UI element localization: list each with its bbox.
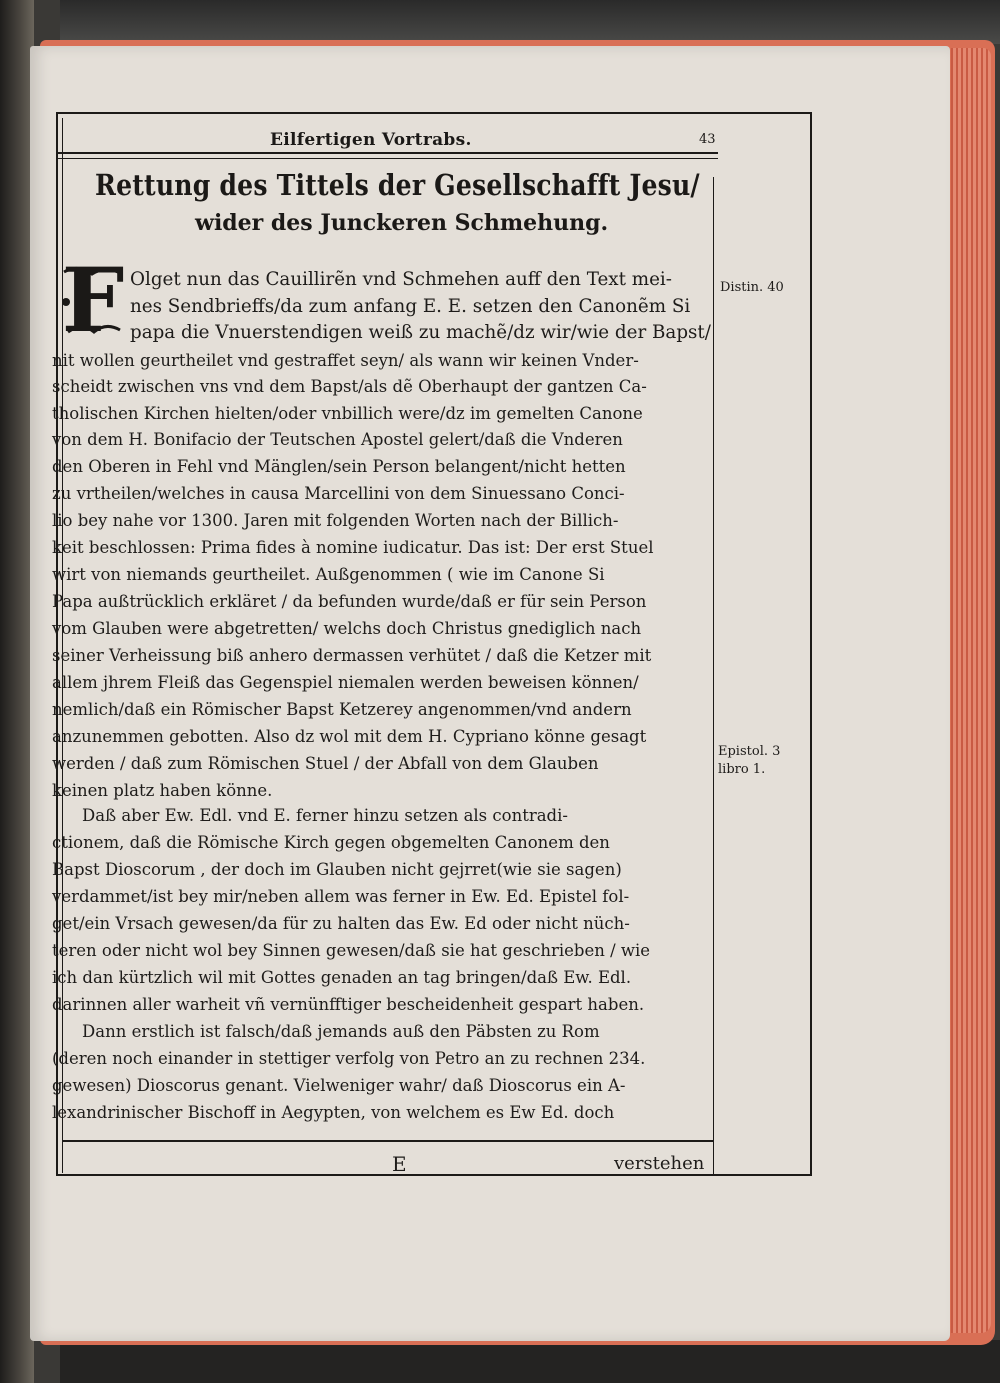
margin-note-libro: libro 1. (718, 762, 766, 777)
footer-rule (62, 1140, 714, 1142)
text-line: keit beschlossen: Prima fides à nomine iudicatur. Das ist: Der erst Stuel (52, 538, 654, 557)
text-line: Olget nun das Cauillirẽn vnd Schmehen auff den Text mei- (130, 269, 672, 290)
book-cover-top (60, 0, 1000, 44)
text-line: nit wollen geurtheilet vnd gestraffet seyn/ als wann wir keinen Vnder- (52, 351, 639, 370)
text-line: vom Glauben were abgetretten/ welchs doch Christus gnediglich nach (52, 619, 642, 638)
text-line: Daß aber Ew. Edl. vnd E. ferner hinzu setzen als contradi- (82, 806, 568, 825)
book-cover-bottom (60, 1340, 1000, 1383)
margin-note-epistola: Epistol. 3 (718, 744, 781, 759)
text-line: zu vrtheilen/welches in causa Marcellini von dem Sinuessano Conci- (52, 484, 625, 503)
margin-note-distinction: Distin. 40 (720, 280, 784, 295)
text-line: Bapst Dioscorum , der doch im Glauben nicht gejrret(wie sie sagen) (52, 860, 622, 879)
text-line: scheidt zwischen vns vnd dem Bapst/als dẽ Oberhaupt der gantzen Ca- (52, 377, 647, 396)
text-line: werden / daß zum Römischen Stuel / der Abfall von dem Glauben (52, 754, 599, 773)
page-number: 43 (699, 132, 716, 147)
text-line: anzunemmen gebotten. Also dz wol mit dem H. Cypriano könne gesagt (52, 727, 647, 746)
text-line: nes Sendbrieffs/da zum anfang E. E. setzen den Canonẽm Si (130, 296, 691, 317)
chapter-heading-line-2: wider des Junckeren Schmehung. (195, 210, 609, 236)
text-line: wirt von niemands geurtheilet. Außgenommen ( wie im Canone Si (52, 565, 605, 584)
text-line: ctionem, daß die Römische Kirch gegen obgemelten Canonem den (52, 833, 610, 852)
text-line: gewesen) Dioscorus genant. Vielweniger wahr/ daß Dioscorus ein A- (52, 1076, 626, 1095)
running-title: Eilfertigen Vortrabs. (270, 130, 472, 150)
text-line: keinen platz haben könne. (52, 781, 273, 800)
text-line: seiner Verheissung biß anhero dermassen verhütet / daß die Ketzer mit (52, 646, 652, 665)
header-rule (58, 152, 718, 154)
text-line: von dem H. Bonifacio der Teutschen Apostel gelert/daß die Vnderen (52, 430, 623, 449)
text-line: lexandrinischer Bischoff in Aegypten, von welchem es Ew Ed. doch (52, 1103, 615, 1122)
book-cover-left (0, 0, 34, 1383)
text-line: (deren noch einander in stettiger verfolg von Petro an zu rechnen 234. (52, 1049, 646, 1068)
text-line: teren oder nicht wol bey Sinnen gewesen/daß sie hat geschrieben / wie (52, 941, 651, 960)
text-line: Dann erstlich ist falsch/daß jemands auß den Päbsten zu Rom (82, 1022, 600, 1041)
text-line: tholischen Kirchen hielten/oder vnbillich were/dz im gemelten Canone (52, 404, 643, 423)
catchword: verstehen (614, 1153, 705, 1174)
text-line: Papa außtrücklich erkläret / da befunden wurde/daß er für sein Person (52, 592, 647, 611)
header-rule-thin (58, 158, 718, 159)
text-line: verdammet/ist bey mir/neben allem was ferner in Ew. Ed. Epistel fol- (52, 887, 630, 906)
frame-inner-right-rule (713, 177, 714, 1175)
chapter-heading-line-1: Rettung des Tittels der Gesellschafft Jesu/ (95, 168, 700, 202)
text-line: papa die Vnuerstendigen weiß zu machẽ/dz wir/wie der Bapst/ (130, 322, 711, 343)
text-line: den Oberen in Fehl vnd Mänglen/sein Person belangent/nicht hetten (52, 457, 626, 476)
dropcap-letter: F (61, 248, 125, 352)
text-line: darinnen aller warheit vñ vernünfftiger bescheidenheit gespart haben. (52, 995, 645, 1014)
text-line: ich dan kürtzlich wil mit Gottes genaden an tag bringen/daß Ew. Edl. (52, 968, 632, 987)
text-line: nemlich/daß ein Römischer Bapst Ketzerey angenommen/vnd andern (52, 700, 632, 719)
signature-mark: E (392, 1152, 407, 1176)
text-line: lio bey nahe vor 1300. Jaren mit folgenden Worten nach der Billich- (52, 511, 619, 530)
text-line: get/ein Vrsach gewesen/da für zu halten das Ew. Ed oder nicht nüch- (52, 914, 630, 933)
text-line: allem jhrem Fleiß das Gegenspiel niemalen werden beweisen können/ (52, 673, 639, 692)
